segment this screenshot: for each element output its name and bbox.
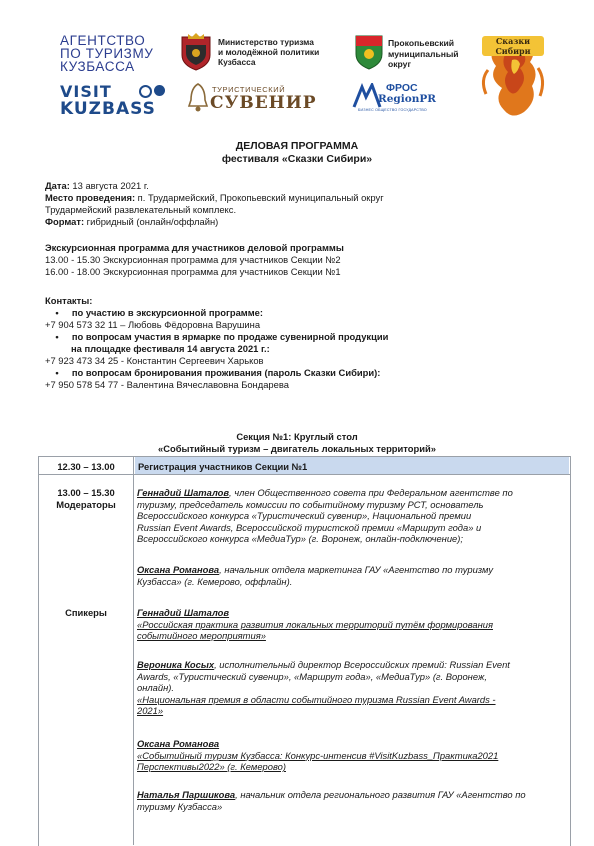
- format-label: Формат:: [45, 216, 85, 227]
- table-column-divider: [133, 456, 134, 845]
- speaker-2-line2: Awards, «Туристический сувенир», «Маршрут года», «МедиаТур» (г. Воронеж,: [137, 670, 487, 682]
- section-subtitle: «Событийный туризм – двигатель локальных территорий»: [158, 443, 436, 454]
- festival-logo: [478, 28, 548, 120]
- speaker-2-topic-line1[interactable]: «Национальная премия в области событийного туризма Russian Event Awards -: [137, 693, 496, 705]
- contacts-bullet3: [50, 367, 565, 379]
- speaker-1-topic-line2[interactable]: событийного мероприятия»: [137, 630, 266, 642]
- speaker-1-name: Геннадий Шаталов: [137, 607, 230, 618]
- program-title: ДЕЛОВАЯ ПРОГРАММА: [235, 140, 359, 152]
- place-label: Место проведения:: [45, 192, 136, 203]
- souvenir-logo: [187, 82, 317, 116]
- speaker-4-name: Наталья Паршикова: [137, 789, 236, 800]
- ministry-line3: Кузбасса: [218, 57, 256, 67]
- registration-row-line: [38, 474, 570, 475]
- speakers-label: Спикеры: [65, 607, 107, 618]
- contacts-bullet2-text: по вопросам участия в ярмарке по продаже сувенирной продукции: [71, 331, 389, 342]
- souvenir-bell-icon: [187, 82, 209, 114]
- fros-logo: [352, 81, 442, 115]
- ministry-crest-icon: [179, 31, 213, 71]
- contacts-bullet1-text: по участию в экскурсионной программе:: [71, 307, 263, 318]
- moderator-1-name: Геннадий Шаталов: [137, 487, 230, 498]
- excursion-line1: 13.00 - 15.30 Экскурсионная программа для участников Секции №2: [45, 254, 341, 265]
- prokop-line3: округ: [388, 59, 412, 69]
- agency-logo-line2: ПО ТУРИЗМУ: [60, 46, 154, 61]
- moderator-1-line1: , член Общественного совета при Федеральном агентстве по: [229, 487, 513, 498]
- date-label: Дата:: [45, 180, 70, 191]
- date-value: 13 августа 2021 г.: [69, 180, 149, 191]
- excursion-line2: 16.00 - 18.00 Экскурсионная программа для участников Секции №1: [45, 266, 341, 277]
- contacts-phone2: +7 923 473 34 25 - Константин Сергеевич Харьков: [45, 355, 264, 366]
- moderator-2-line1: , начальник отдела маркетинга ГАУ «Агентство по туризму: [219, 564, 494, 575]
- contacts-heading: Контакты:: [45, 295, 93, 306]
- ministry-line1: Министерство туризма: [218, 37, 314, 47]
- souvenir-big-text: СУВЕНИР: [210, 93, 317, 113]
- prokopyevsky-crest-icon: [354, 32, 384, 70]
- place-line2: Трудармейский развлекательный комплекс.: [45, 204, 237, 215]
- registration-text: Регистрация участников Секции №1: [138, 461, 308, 472]
- contacts-bullet2: [50, 331, 565, 343]
- fros-title: ФРОС: [386, 82, 418, 94]
- visit-logo-word: VISIT: [60, 82, 112, 101]
- fros-tagline: БИЗНЕС ОБЩЕСТВО ГОСУДАРСТВО: [358, 108, 427, 112]
- agency-logo-line3: КУЗБАССА: [60, 59, 135, 74]
- format-line: [45, 216, 560, 228]
- bullet-icon: •: [55, 331, 59, 342]
- souvenir-small-text: ТУРИСТИЧЕСКИЙ: [212, 85, 286, 94]
- kuzbass-logo-word: KUZBASS: [60, 99, 156, 119]
- agency-logo-line1: АГЕНТСТВО: [60, 33, 146, 48]
- speaker-2-topic-line2[interactable]: 2021»: [137, 705, 164, 717]
- program-subtitle: фестиваля «Сказки Сибири»: [221, 153, 373, 165]
- prokop-line2: муниципальный: [388, 48, 459, 59]
- registration-time: 12.30 – 13.00: [57, 461, 115, 472]
- bullet-icon: •: [55, 367, 59, 378]
- agency-logo: [60, 34, 190, 73]
- contacts-bullet3-text: по вопросам бронирования проживания (пароль Сказки Сибири):: [71, 367, 381, 378]
- moderator-2-name: Оксана Романова: [137, 564, 220, 575]
- visit-logo-dots-icon: [139, 85, 165, 98]
- speaker-4-line1: , начальник отдела регионального развития ГАУ «Агентство по: [235, 789, 526, 800]
- contacts-phone3: +7 950 578 54 77 - Валентина Вячеславовна Бондарева: [45, 379, 289, 390]
- bullet-icon: •: [55, 307, 59, 318]
- speaker-1-topic-line1[interactable]: «Российская практика развития локальных территорий путём формирования: [137, 618, 493, 630]
- speaker-2-line1: , исполнительный директор Всероссийских премий: Russian Event: [214, 659, 510, 670]
- moderator-1-line4: Russian Event Awards, Всероссийской туристской премии «Маршрут года» и: [137, 521, 482, 533]
- speaker-2-line3: онлайн).: [137, 682, 174, 694]
- contacts-phone1: +7 904 573 32 11 – Любовь Фёдоровна Варушина: [45, 319, 261, 330]
- contacts-bullet1: [50, 307, 565, 319]
- registration-cell: [135, 457, 569, 474]
- moderator-1: [137, 487, 567, 545]
- moderator-1-line3: Всероссийского конкурса «Туристический сувенир», Национальной премии: [137, 510, 472, 522]
- speaker-1: [137, 607, 567, 642]
- speaker-3-name: Оксана Романова: [137, 738, 220, 749]
- place-value: п. Трудармейский, Прокопьевский муниципальный округ: [135, 192, 384, 203]
- speaker-3-topic-line1[interactable]: «Событийный туризм Кузбасса: Конкурс-интенсив #VisitKuzbass_Практика2021: [137, 749, 499, 761]
- moderators-time: 13.00 – 15.30: [57, 487, 115, 498]
- date-line: [45, 180, 560, 192]
- contacts-bullet2-line2: на площадке фестиваля 14 августа 2021 г.:: [71, 343, 270, 354]
- speaker-4-line2: туризму Кузбасса»: [137, 800, 223, 812]
- moderator-2: [137, 564, 567, 587]
- prokop-line1: Прокопьевский: [388, 38, 455, 48]
- ministry-line2: и молодёжной политики: [218, 47, 320, 57]
- speaker-2: [137, 659, 567, 717]
- moderators-label: Модераторы: [56, 499, 116, 510]
- moderator-1-line2: туризму, председатель комиссии по событийному туризму РСТ, основатель: [137, 498, 484, 510]
- excursion-heading: Экскурсионная программа для участников деловой программы: [45, 242, 344, 253]
- section-title: Секция №1: Круглый стол: [236, 431, 358, 442]
- prokopyevsky-logo-text: [388, 38, 468, 70]
- moderator-2-line2: Кузбасса» (г. Кемерово, оффлайн).: [137, 575, 293, 587]
- speaker-3: [137, 738, 567, 773]
- place-line: [45, 192, 560, 204]
- format-value: гибридный (онлайн/оффлайн): [84, 216, 219, 227]
- fros-regionpr: RegionPR: [378, 93, 436, 105]
- speaker-4: [137, 789, 567, 812]
- speaker-3-topic-line2[interactable]: Перспективы2022» (г. Кемерово): [137, 761, 286, 773]
- festival-logo-name: Сказки Сибири: [482, 36, 544, 56]
- ministry-logo-text: [218, 37, 333, 67]
- moderator-1-line5: Всероссийского конкурса «МедиаТур» (г. Воронеж, онлайн-подключение);: [137, 533, 463, 545]
- visit-kuzbass-logo: [60, 82, 165, 119]
- speaker-2-name: Вероника Косых: [137, 659, 215, 670]
